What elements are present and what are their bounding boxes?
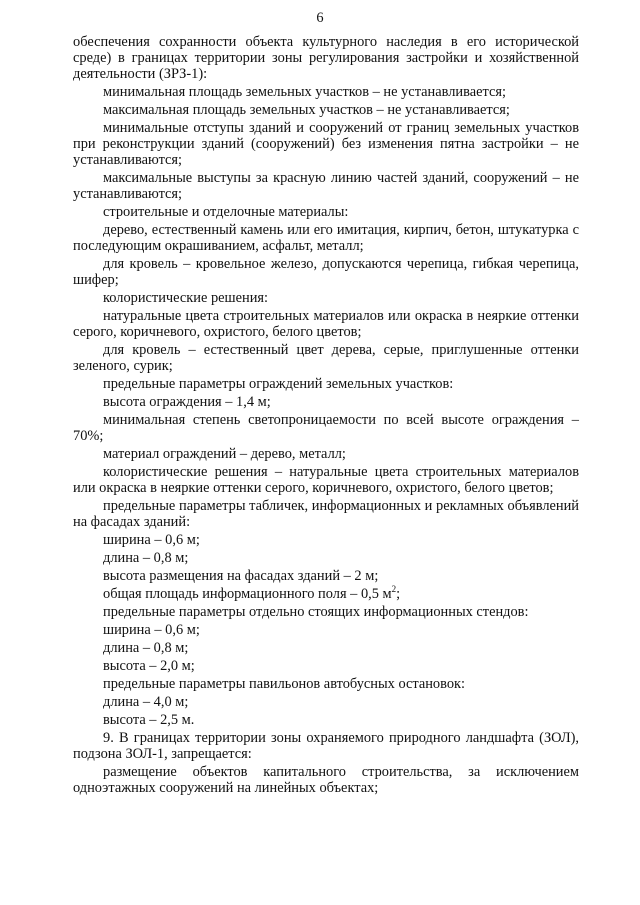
paragraph-text: длина – 0,8 м;: [103, 550, 189, 566]
paragraph: [73, 412, 579, 444]
paragraph: [73, 658, 579, 674]
paragraph: [73, 170, 579, 202]
paragraph: [73, 622, 579, 638]
paragraph: [73, 764, 579, 796]
paragraph-text: высота – 2,0 м;: [103, 658, 195, 674]
paragraph-text: минимальная площадь земельных участков – не устанавливается;: [103, 84, 506, 100]
page-number: 6: [316, 10, 324, 26]
paragraph: [73, 342, 579, 374]
paragraph: [73, 712, 579, 728]
paragraph: [73, 586, 579, 602]
paragraph-text: предельные параметры павильонов автобусных остановок:: [103, 676, 466, 692]
paragraph-text: 9. В границах территории зоны охраняемого природного ландшафта (ЗОЛ), подзона ЗОЛ-1, запрещается:: [73, 730, 579, 762]
paragraph: [73, 256, 579, 288]
paragraph: [73, 532, 579, 548]
paragraph-text: максимальные выступы за красную линию частей зданий, сооружений – не устанавливаются;: [73, 170, 579, 202]
paragraph-text: предельные параметры ограждений земельных участков:: [103, 376, 454, 392]
paragraph-text: общая площадь информационного поля – 0,5 м: [103, 586, 392, 602]
paragraph: [73, 290, 579, 306]
paragraph-text: максимальная площадь земельных участков – не устанавливается;: [103, 102, 510, 118]
paragraph: [73, 446, 579, 462]
paragraph-text: длина – 0,8 м;: [103, 640, 189, 656]
paragraph-text: длина – 4,0 м;: [103, 694, 189, 710]
paragraph-text: строительные и отделочные материалы:: [103, 204, 349, 220]
paragraph: [73, 550, 579, 566]
paragraph: [73, 376, 579, 392]
paragraph: [73, 308, 579, 340]
paragraph: [73, 730, 579, 762]
paragraph: [73, 498, 579, 530]
paragraph-text: размещение объектов капитального строительства, за исключением одноэтажных сооружений на линейных объектах;: [73, 764, 579, 796]
paragraph: [73, 102, 579, 118]
paragraph-text: предельные параметры табличек, информационных и рекламных объявлений на фасадах зданий:: [73, 498, 579, 530]
paragraph: [73, 84, 579, 100]
paragraph-text: высота ограждения – 1,4 м;: [103, 394, 271, 410]
paragraph: [73, 640, 579, 656]
paragraph-text: минимальные отступы зданий и сооружений от границ земельных участков при реконструкции зданий (сооружений) без изменения пятна застройки – не устанавливаются;: [73, 120, 579, 168]
paragraph-text: предельные параметры отдельно стоящих информационных стендов:: [103, 604, 529, 620]
paragraph: [73, 568, 579, 584]
paragraph-text: дерево, естественный камень или его имитация, кирпич, бетон, штукатурка с последующим окрашиванием, асфальт, металл;: [73, 222, 579, 254]
paragraph: [73, 676, 579, 692]
paragraph-text: обеспечения сохранности объекта культурного наследия в его исторической среде) в границах территории зоны регулирования застройки и хозяйственной деятельности (ЗРЗ-1):: [73, 34, 579, 82]
document-body: [73, 34, 579, 798]
paragraph-text: высота – 2,5 м.: [103, 712, 195, 728]
paragraph-text: для кровель – естественный цвет дерева, серые, приглушенные оттенки зеленого, сурик;: [73, 342, 579, 374]
superscript: 2: [391, 584, 397, 595]
paragraph: [73, 694, 579, 710]
paragraph: [73, 120, 579, 168]
paragraph-suffix: ;: [396, 586, 401, 602]
paragraph-text: ширина – 0,6 м;: [103, 622, 200, 638]
paragraph-text: минимальная степень светопроницаемости по всей высоте ограждения – 70%;: [73, 412, 579, 444]
paragraph: [73, 604, 579, 620]
paragraph-text: для кровель – кровельное железо, допускаются черепица, гибкая черепица, шифер;: [73, 256, 579, 288]
paragraph-text: колористические решения:: [103, 290, 269, 306]
paragraph: [73, 34, 579, 82]
paragraph: [73, 222, 579, 254]
paragraph: [73, 394, 579, 410]
paragraph-text: колористические решения – натуральные цвета строительных материалов или окраска в неяркие оттенки серого, коричневого, охристого, белого цветов;: [73, 464, 579, 496]
paragraph-text: высота размещения на фасадах зданий – 2 м;: [103, 568, 379, 584]
paragraph-text: материал ограждений – дерево, металл;: [103, 446, 346, 462]
paragraph-text: ширина – 0,6 м;: [103, 532, 200, 548]
paragraph-text: натуральные цвета строительных материалов или окраска в неяркие оттенки серого, коричневого, охристого, белого цветов;: [73, 308, 579, 340]
paragraph: [73, 204, 579, 220]
paragraph: [73, 464, 579, 496]
